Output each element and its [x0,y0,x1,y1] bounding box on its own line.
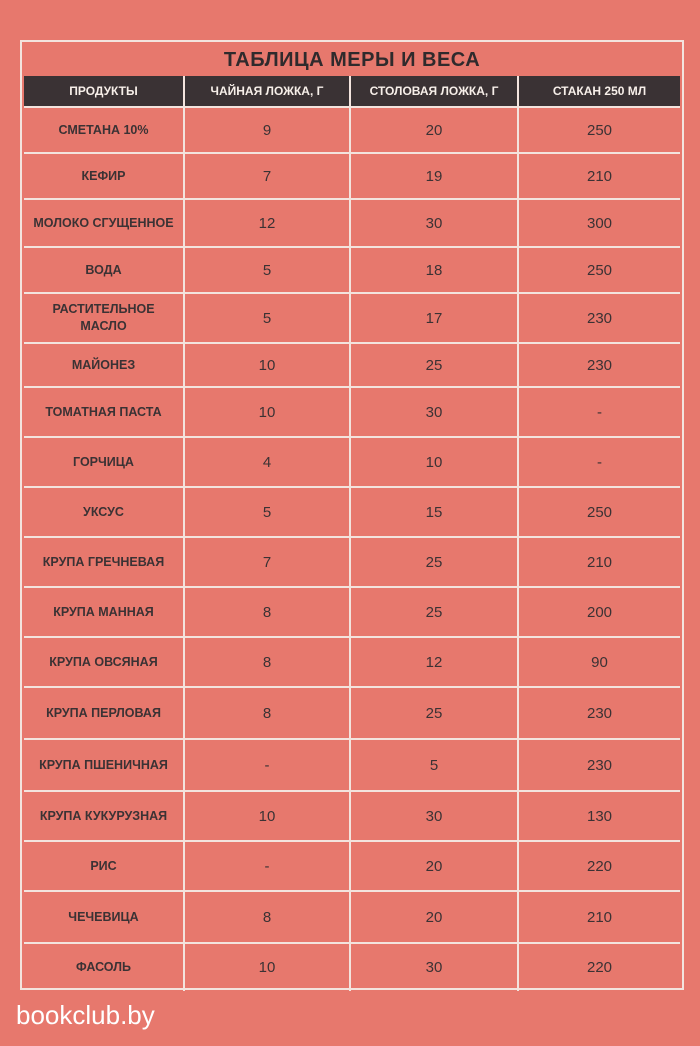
tablespoon-cell: 20 [350,841,518,891]
tablespoon-cell: 19 [350,153,518,199]
table-row [24,587,680,637]
tablespoon-cell: 25 [350,687,518,739]
product-name-cell: КРУПА ГРЕЧНЕВАЯ [24,537,184,587]
table-row [24,841,680,891]
product-name-cell: КРУПА МАННАЯ [24,587,184,637]
column-header-tablespoon: СТОЛОВАЯ ЛОЖКА, Г [350,76,518,107]
measure-table-frame [20,40,684,990]
product-name-cell: КРУПА ПШЕНИЧНАЯ [24,739,184,791]
table-row [24,891,680,943]
product-name-cell: УКСУС [24,487,184,537]
measure-table [24,76,680,991]
table-row [24,293,680,343]
teaspoon-cell: 10 [184,343,350,387]
tablespoon-cell: 30 [350,387,518,437]
glass-cell: 250 [518,107,680,153]
table-row [24,943,680,991]
product-name-cell: КРУПА КУКУРУЗНАЯ [24,791,184,841]
teaspoon-cell: 7 [184,153,350,199]
teaspoon-cell: 5 [184,293,350,343]
product-name-cell: СМЕТАНА 10% [24,107,184,153]
glass-cell: 300 [518,199,680,247]
teaspoon-cell: 8 [184,637,350,687]
teaspoon-cell: 10 [184,943,350,991]
table-row [24,687,680,739]
tablespoon-cell: 15 [350,487,518,537]
product-name-cell: ФАСОЛЬ [24,943,184,991]
glass-cell: 220 [586,959,613,976]
product-name-cell: КРУПА ОВСЯНАЯ [24,637,184,687]
teaspoon-cell: 10 [184,791,350,841]
teaspoon-cell: 12 [184,199,350,247]
column-header-products: ПРОДУКТЫ [24,76,184,107]
teaspoon-cell: 4 [184,437,350,487]
glass-cell: - [518,437,680,487]
glass-cell: 210 [518,891,680,943]
table-title: ТАБЛИЦА МЕРЫ И ВЕСА [223,49,481,71]
table-body [24,107,680,991]
tablespoon-cell: 10 [350,437,518,487]
table-row [24,739,680,791]
product-name-cell: ЧЕЧЕВИЦА [24,891,184,943]
tablespoon-cell: 17 [350,293,518,343]
glass-cell: 230 [518,293,680,343]
column-header-teaspoon: ЧАЙНАЯ ЛОЖКА, Г [184,76,350,107]
product-name-cell: ТОМАТНАЯ ПАСТА [24,387,184,437]
glass-cell: 130 [518,791,680,841]
teaspoon-cell: 8 [184,587,350,637]
tablespoon-cell: 30 [350,199,518,247]
glass-cell: 250 [518,247,680,293]
table-row [24,387,680,437]
table-row [24,247,680,293]
table-row [24,637,680,687]
teaspoon-cell: 10 [184,387,350,437]
table-row [24,153,680,199]
table-row [24,537,680,587]
tablespoon-cell: 30 [350,791,518,841]
teaspoon-cell: - [184,841,350,891]
glass-cell: 230 [518,343,680,387]
glass-cell: 250 [518,487,680,537]
product-name-cell: ВОДА [24,247,184,293]
teaspoon-cell: 8 [184,891,350,943]
table-row [24,791,680,841]
product-name-cell: КРУПА ПЕРЛОВАЯ [24,687,184,739]
product-name-cell: РАСТИТЕЛЬНОЕ МАСЛО [24,293,184,343]
product-name-cell: КЕФИР [24,153,184,199]
tablespoon-cell: 25 [350,587,518,637]
tablespoon-cell: 5 [350,739,518,791]
table-row [24,199,680,247]
teaspoon-cell: 8 [184,687,350,739]
tablespoon-cell: 20 [350,107,518,153]
glass-cell: 210 [518,537,680,587]
tablespoon-cell: 18 [350,247,518,293]
table-row [24,487,680,537]
tablespoon-cell: 30 [350,943,518,991]
product-name-cell: МАЙОНЕЗ [24,343,184,387]
table-row [24,343,680,387]
teaspoon-cell: 7 [184,537,350,587]
teaspoon-cell: - [184,739,350,791]
glass-cell: 90 [518,637,680,687]
tablespoon-cell: 25 [350,343,518,387]
teaspoon-cell: 5 [184,487,350,537]
tablespoon-cell: 20 [350,891,518,943]
glass-cell: 200 [518,587,680,637]
glass-cell: 210 [518,153,680,199]
table-row [24,437,680,487]
glass-cell: - [518,387,680,437]
column-header-glass: СТАКАН 250 МЛ [518,76,680,107]
product-name-cell: РИС [24,841,184,891]
brand-watermark: bookclub.by [16,1000,155,1030]
glass-cell: 230 [518,739,680,791]
tablespoon-cell: 12 [350,637,518,687]
teaspoon-cell: 9 [184,107,350,153]
glass-cell: 230 [518,687,680,739]
header-row [24,76,680,107]
table-row [24,107,680,153]
glass-cell: 220 [518,841,680,891]
product-name-cell: ГОРЧИЦА [24,437,184,487]
product-name-cell: МОЛОКО СГУЩЕННОЕ [24,199,184,247]
tablespoon-cell: 25 [350,537,518,587]
teaspoon-cell: 5 [184,247,350,293]
